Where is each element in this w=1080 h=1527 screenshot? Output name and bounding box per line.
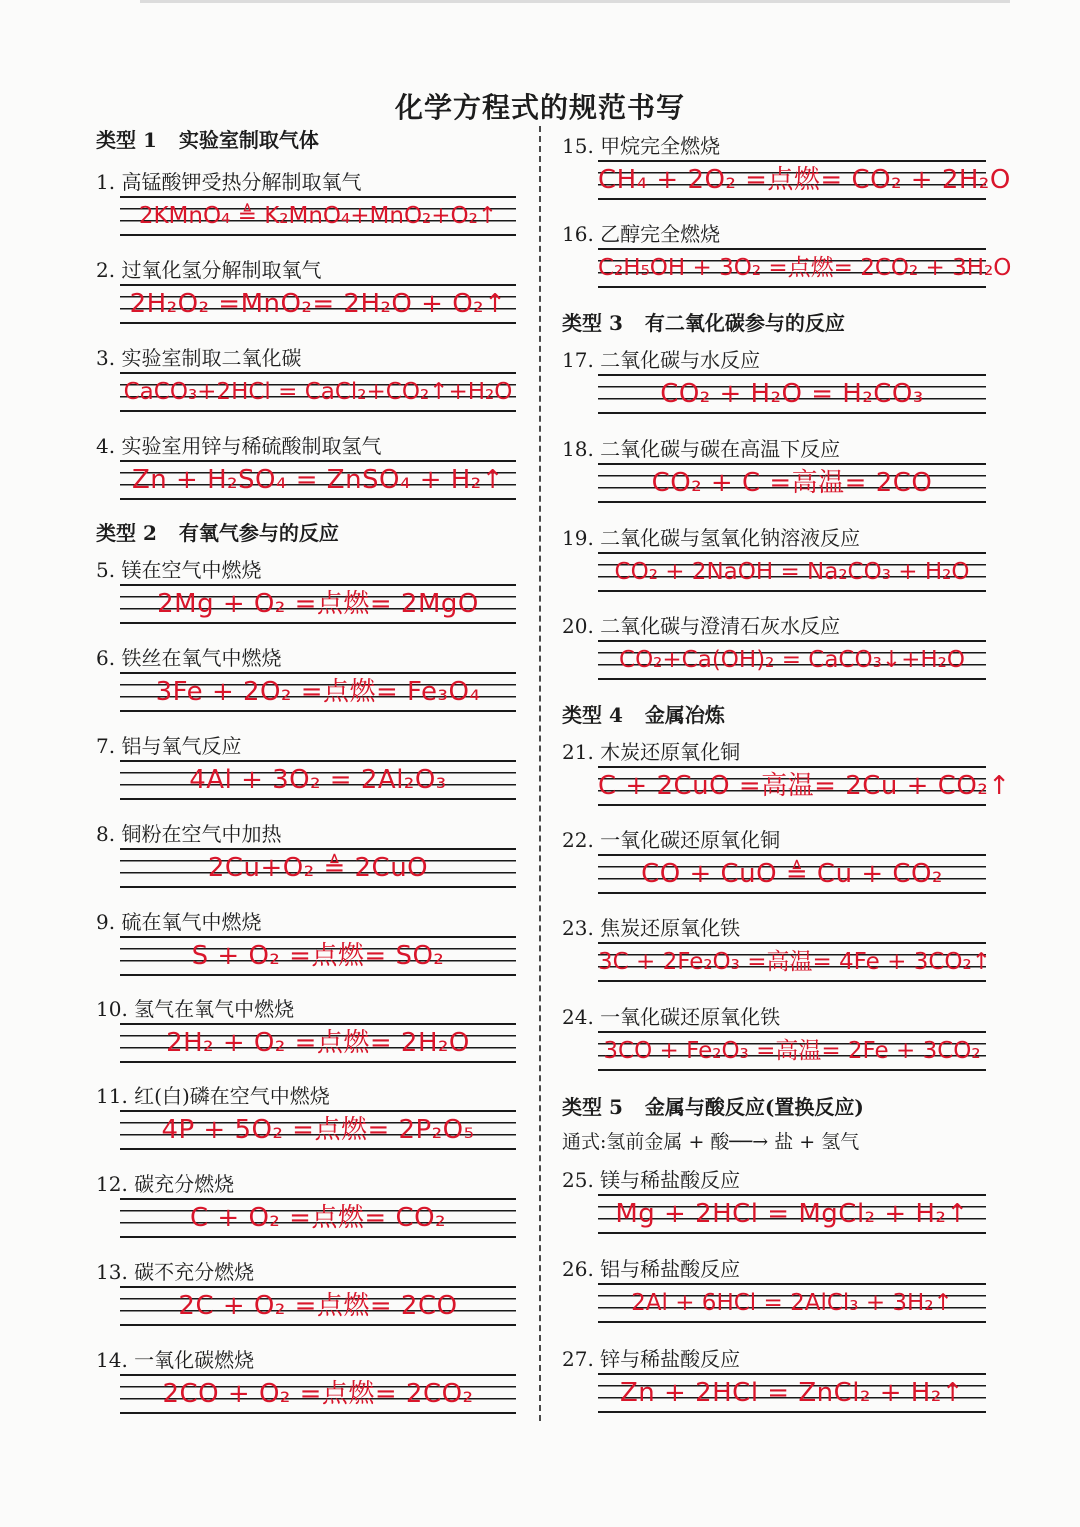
item-label: 13. 碳不充分燃烧 xyxy=(96,1260,255,1284)
equation-item xyxy=(562,218,1012,306)
item-label: 24. 一氧化碳还原氧化铁 xyxy=(562,1005,781,1029)
equation-item xyxy=(96,1344,536,1432)
equation-item xyxy=(96,1256,536,1344)
handwritten-equation: Zn + 2HCl = ZnCl₂ + H₂↑ xyxy=(619,1378,965,1408)
writing-lines xyxy=(598,1283,986,1323)
writing-lines xyxy=(120,284,516,324)
writing-lines xyxy=(120,1286,516,1326)
handwritten-equation: C + O₂ =点燃= CO₂ xyxy=(190,1203,446,1233)
writing-lines xyxy=(120,196,516,236)
item-label: 8. 铜粉在空气中加热 xyxy=(96,822,282,846)
writing-lines xyxy=(120,1198,516,1238)
item-label: 18. 二氧化碳与碳在高温下反应 xyxy=(562,437,841,461)
item-label: 5. 镁在空气中燃烧 xyxy=(96,558,262,582)
writing-lines xyxy=(598,248,1012,288)
section-title: 有二氧化碳参与的反应 xyxy=(644,311,845,335)
handwritten-equation: CO₂+Ca(OH)₂ = CaCO₃↓+H₂O xyxy=(619,647,965,673)
section-title: 实验室制取气体 xyxy=(178,128,319,152)
writing-lines xyxy=(120,372,516,412)
handwritten-equation: 3Fe + 2O₂ =点燃= Fe₃O₄ xyxy=(155,677,481,707)
equation-item xyxy=(562,824,1002,912)
handwritten-equation: CO + CuO ≜ Cu + CO₂ xyxy=(641,859,943,889)
section-heading xyxy=(96,517,339,546)
column-divider xyxy=(539,126,541,1421)
section-heading xyxy=(562,699,725,728)
equation-item xyxy=(96,430,536,518)
writing-lines xyxy=(598,1194,986,1234)
equation-item xyxy=(96,342,536,430)
item-label: 27. 锌与稀盐酸反应 xyxy=(562,1347,741,1371)
section-number: 类型 2 xyxy=(96,521,157,545)
handwritten-equation: 2KMnO₄ ≜ K₂MnO₄+MnO₂+O₂↑ xyxy=(138,203,498,229)
item-label: 16. 乙醇完全燃烧 xyxy=(562,222,721,246)
item-label: 26. 铝与稀盐酸反应 xyxy=(562,1257,741,1281)
section-title: 有氧气参与的反应 xyxy=(178,521,339,545)
item-label: 12. 碳充分燃烧 xyxy=(96,1172,235,1196)
handwritten-equation: S + O₂ =点燃= SO₂ xyxy=(191,941,445,971)
item-label: 25. 镁与稀盐酸反应 xyxy=(562,1168,741,1192)
writing-lines xyxy=(598,854,986,894)
equation-item xyxy=(562,1164,1002,1252)
handwritten-equation: 3C + 2Fe₂O₃ =高温= 4Fe + 3CO₂↑ xyxy=(598,949,991,975)
equation-item xyxy=(96,1168,536,1256)
section-number: 类型 4 xyxy=(562,703,623,727)
handwritten-equation: CO₂ + H₂O = H₂CO₃ xyxy=(660,379,924,409)
handwritten-equation: 4P + 5O₂ =点燃= 2P₂O₅ xyxy=(161,1115,475,1145)
equation-item xyxy=(96,730,536,818)
section-title: 金属冶炼 xyxy=(644,703,725,727)
page-top-edge xyxy=(140,0,1010,3)
item-label: 15. 甲烷完全燃烧 xyxy=(562,134,721,158)
writing-lines xyxy=(120,936,516,976)
equation-item xyxy=(96,1080,536,1168)
handwritten-equation: 4Al + 3O₂ = 2Al₂O₃ xyxy=(189,765,447,795)
item-label: 10. 氢气在氧气中燃烧 xyxy=(96,997,295,1021)
handwritten-equation: 2C + O₂ =点燃= 2CO xyxy=(178,1291,458,1321)
general-formula-note: 通式:氢前金属 + 酸──→ 盐 + 氢气 xyxy=(562,1131,860,1153)
equation-item xyxy=(562,344,1002,432)
equation-item xyxy=(562,1001,1002,1089)
section-number: 类型 1 xyxy=(96,128,157,152)
item-label: 1. 高锰酸钾受热分解制取氧气 xyxy=(96,170,362,194)
item-label: 6. 铁丝在氧气中燃烧 xyxy=(96,646,282,670)
equation-item xyxy=(562,1343,1002,1431)
handwritten-equation: 2H₂O₂ =MnO₂= 2H₂O + O₂↑ xyxy=(129,289,507,319)
section-heading xyxy=(562,307,845,336)
writing-lines xyxy=(120,672,516,712)
equation-item xyxy=(96,642,536,730)
item-label: 23. 焦炭还原氧化铁 xyxy=(562,916,741,940)
handwritten-equation: Zn + H₂SO₄ = ZnSO₄ + H₂↑ xyxy=(131,465,505,495)
page-title: 化学方程式的规范书写 xyxy=(394,91,685,124)
item-label: 7. 铝与氧气反应 xyxy=(96,734,242,758)
section-heading xyxy=(96,124,319,153)
writing-lines xyxy=(598,374,986,414)
item-label: 19. 二氧化碳与氢氧化钠溶液反应 xyxy=(562,526,861,550)
item-label: 21. 木炭还原氧化铜 xyxy=(562,740,741,764)
equation-item xyxy=(96,818,536,906)
section-heading xyxy=(562,1091,864,1120)
section-number: 类型 3 xyxy=(562,311,623,335)
equation-item xyxy=(562,433,1002,521)
handwritten-equation: 2Cu+O₂ ≜ 2CuO xyxy=(207,853,429,883)
writing-lines xyxy=(120,760,516,800)
writing-lines xyxy=(598,463,986,503)
equation-item xyxy=(96,166,536,254)
writing-lines xyxy=(598,1031,986,1071)
equation-item xyxy=(96,554,536,642)
handwritten-equation: 2Mg + O₂ =点燃= 2MgO xyxy=(157,589,479,619)
handwritten-equation: 2CO + O₂ =点燃= 2CO₂ xyxy=(162,1379,474,1409)
handwritten-equation: CaCO₃+2HCl = CaCl₂+CO₂↑+H₂O xyxy=(123,379,513,405)
equation-item xyxy=(562,912,1002,1000)
handwritten-equation: CH₄ + 2O₂ =点燃= CO₂ + 2H₂O xyxy=(598,165,1011,195)
handwritten-equation: 2H₂ + O₂ =点燃= 2H₂O xyxy=(166,1028,470,1058)
writing-lines xyxy=(598,1373,986,1413)
handwritten-equation: C + 2CuO =高温= 2Cu + CO₂↑ xyxy=(598,771,1011,801)
equation-item xyxy=(562,130,1011,218)
equation-item xyxy=(562,610,1002,698)
section-title: 金属与酸反应(置换反应) xyxy=(644,1095,864,1119)
equation-item xyxy=(96,906,536,994)
writing-lines xyxy=(120,460,516,500)
equation-item xyxy=(96,254,536,342)
writing-lines xyxy=(120,848,516,888)
item-label: 2. 过氧化氢分解制取氧气 xyxy=(96,258,322,282)
writing-lines xyxy=(120,584,516,624)
item-label: 17. 二氧化碳与水反应 xyxy=(562,348,761,372)
handwritten-equation: C₂H₅OH + 3O₂ =点燃= 2CO₂ + 3H₂O xyxy=(598,255,1012,281)
equation-item xyxy=(96,993,536,1081)
writing-lines xyxy=(598,766,1011,806)
item-label: 4. 实验室用锌与稀硫酸制取氢气 xyxy=(96,434,382,458)
item-label: 14. 一氧化碳燃烧 xyxy=(96,1348,255,1372)
writing-lines xyxy=(598,640,986,680)
equation-item xyxy=(562,522,1002,610)
writing-lines xyxy=(120,1110,516,1150)
writing-lines xyxy=(598,552,986,592)
equation-item xyxy=(562,736,1011,824)
handwritten-equation: 2Al + 6HCl = 2AlCl₃ + 3H₂↑ xyxy=(631,1290,953,1316)
writing-lines xyxy=(120,1023,516,1063)
item-label: 22. 一氧化碳还原氧化铜 xyxy=(562,828,781,852)
item-label: 20. 二氧化碳与澄清石灰水反应 xyxy=(562,614,841,638)
handwritten-equation: Mg + 2HCl = MgCl₂ + H₂↑ xyxy=(615,1199,969,1229)
handwritten-equation: 3CO + Fe₂O₃ =高温= 2Fe + 3CO₂ xyxy=(603,1038,981,1064)
item-label: 11. 红(白)磷在空气中燃烧 xyxy=(96,1084,330,1108)
writing-lines xyxy=(598,160,1011,200)
handwritten-equation: CO₂ + C =高温= 2CO xyxy=(651,468,933,498)
writing-lines xyxy=(120,1374,516,1414)
handwritten-equation: CO₂ + 2NaOH = Na₂CO₃ + H₂O xyxy=(614,559,970,585)
item-label: 9. 硫在氧气中燃烧 xyxy=(96,910,262,934)
writing-lines xyxy=(598,942,991,982)
section-number: 类型 5 xyxy=(562,1095,623,1119)
item-label: 3. 实验室制取二氧化碳 xyxy=(96,346,302,370)
equation-item xyxy=(562,1253,1002,1341)
